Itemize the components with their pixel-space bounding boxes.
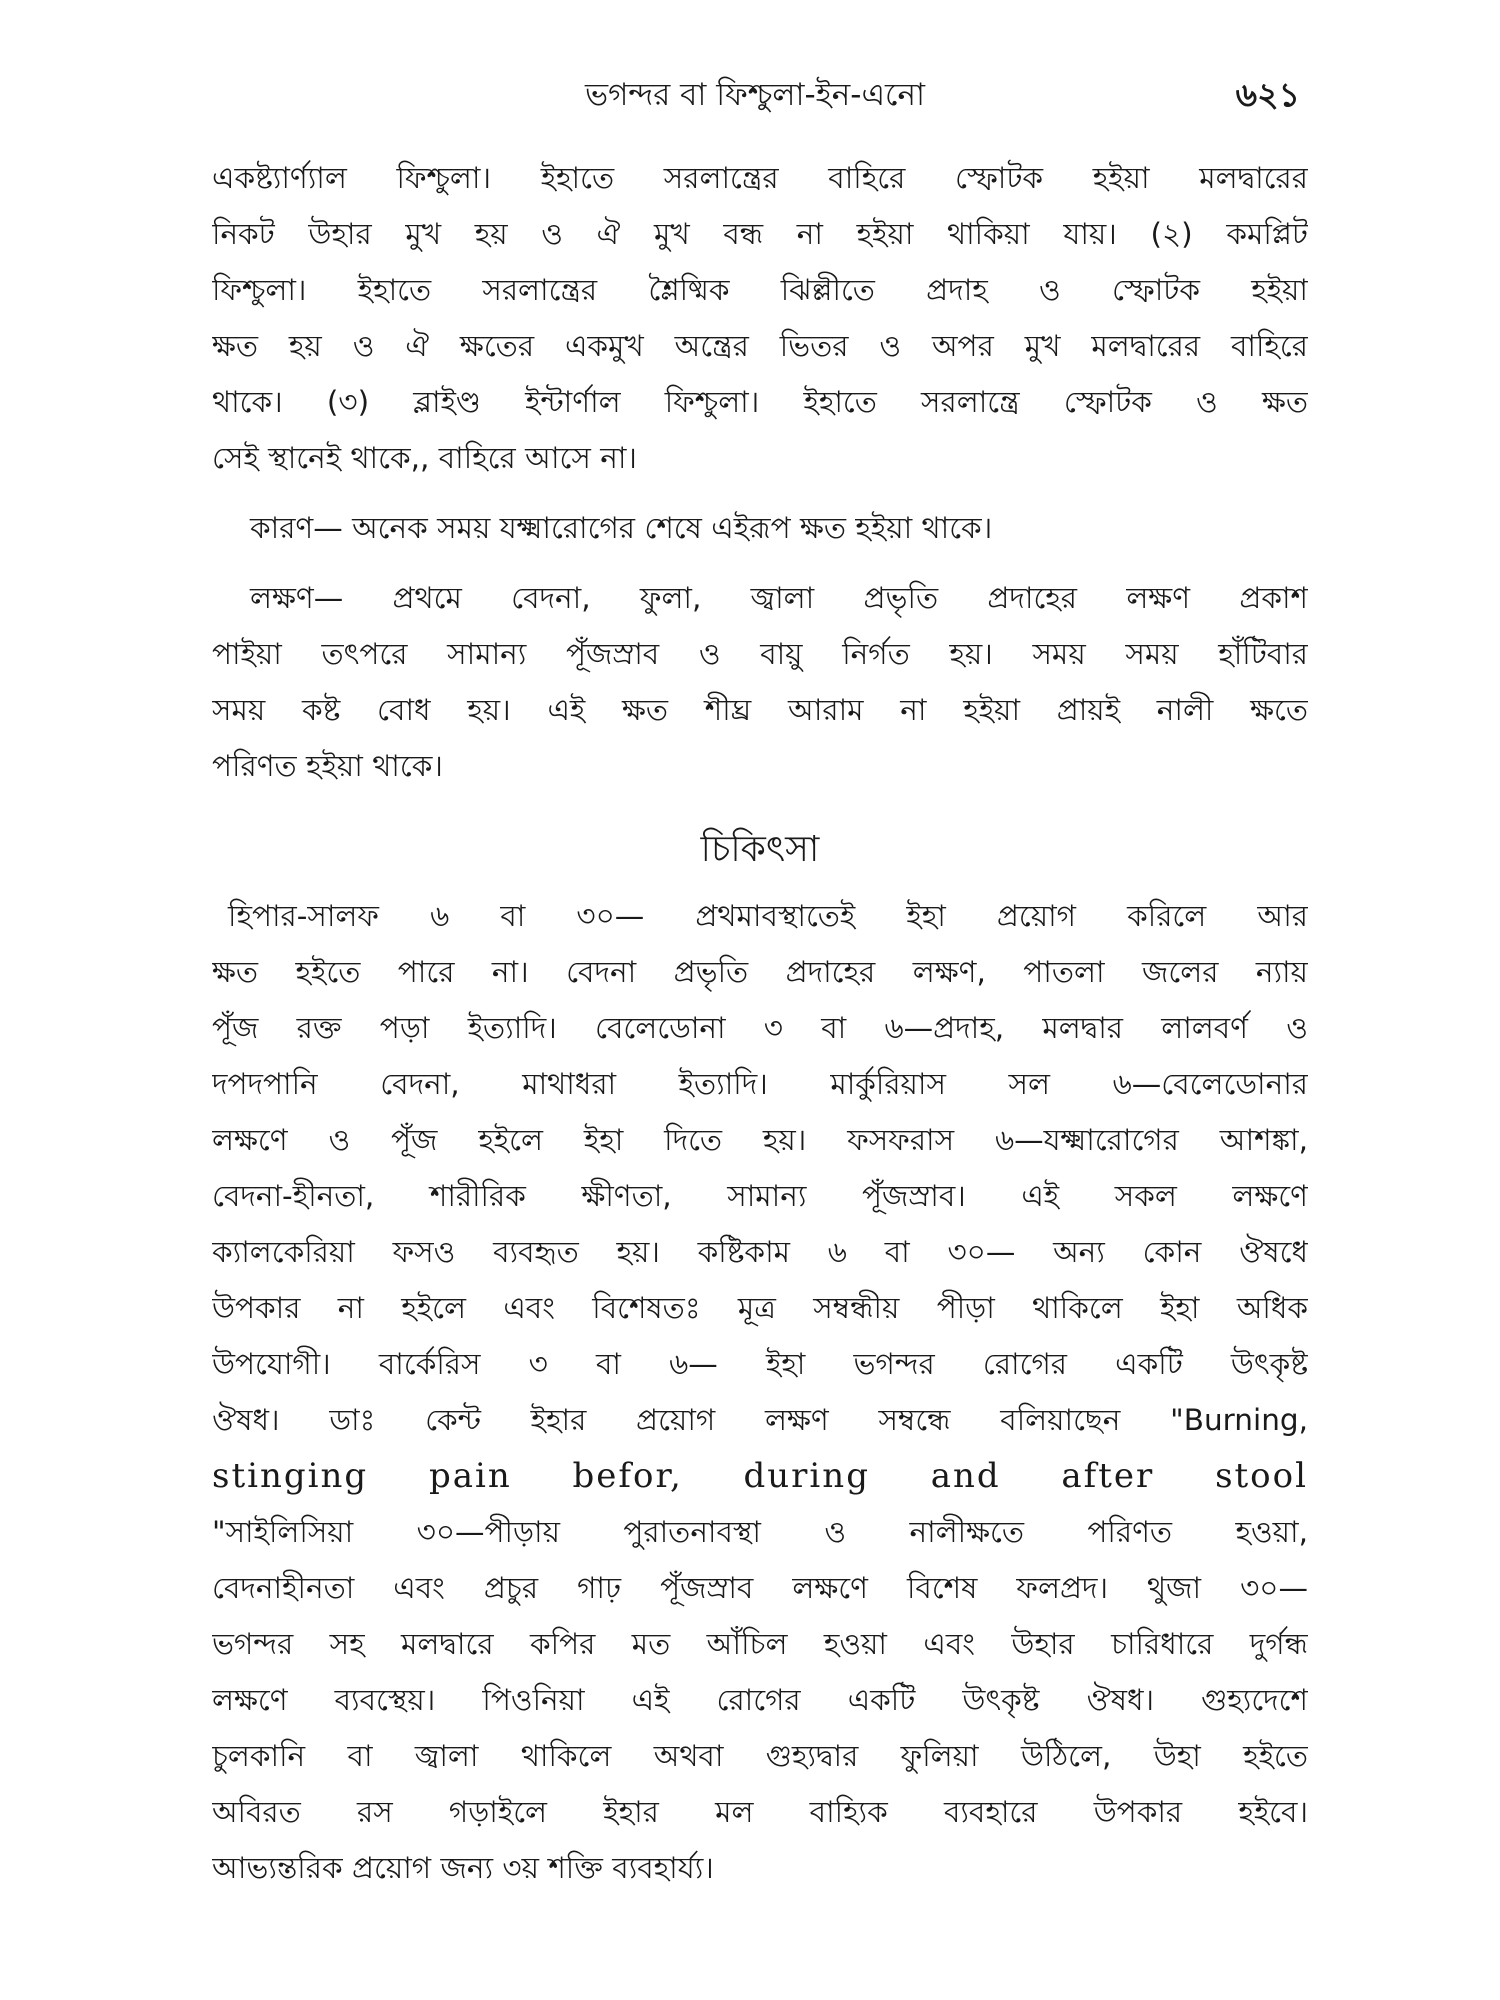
section-heading: চিকিৎসা xyxy=(700,829,820,870)
text-line: সময় কষ্ট বোধ হয়। এই ক্ষত শীঘ্র আরাম না হইয়া প্রায়ই নালী ক্ষতে xyxy=(212,693,1308,727)
running-header xyxy=(210,70,1300,120)
text-line: ভগন্দর সহ মলদ্বারে কপির মত আঁচিল হওয়া এবং উহার চারিধারে দুর্গন্ধ xyxy=(212,1627,1308,1661)
text-line: ক্ষত হইতে পারে না। বেদনা প্রভৃতি প্রদাহের লক্ষণ, পাতলা জলের ন্যায় xyxy=(212,955,1308,989)
text-line: ঔষধ। ডাঃ কেন্ট ইহার প্রয়োগ লক্ষণ সম্বন্ধে বলিয়াছেন "Burning, xyxy=(212,1403,1308,1437)
text-line: সেই স্থানেই থাকে,, বাহিরে আসে না। xyxy=(212,441,637,475)
text-line: হিপার-সালফ ৬ বা ৩০— প্রথমাবস্থাতেই ইহা প্রয়োগ করিলে আর xyxy=(228,899,1308,933)
text-line: "সাইলিসিয়া ৩০—পীড়ায় পুরাতনাবস্থা ও নালীক্ষতে পরিণত হওয়া, xyxy=(212,1515,1308,1549)
cause-paragraph xyxy=(212,500,1308,556)
symptom-paragraph xyxy=(212,570,1308,794)
text-line: লক্ষণে ব্যবস্থেয়। পিওনিয়া এই রোগের একটি উৎকৃষ্ট ঔষধ। গুহ্যদেশে xyxy=(212,1683,1308,1717)
text-line: ফিশ্চুলা। ইহাতে সরলান্ত্রের শ্লৈষ্মিক ঝিল্লীতে প্রদাহ ও স্ফোটক হইয়া xyxy=(212,273,1308,307)
text-line: পরিণত হইয়া থাকে। xyxy=(212,749,443,783)
text-line: বেদনা-হীনতা, শারীরিক ক্ষীণতা, সামান্য পূঁজস্রাব। এই সকল লক্ষণে xyxy=(212,1179,1308,1213)
text-line: নিকট উহার মুখ হয় ও ঐ মুখ বন্ধ না হইয়া থাকিয়া যায়। (২) কমপ্লিট xyxy=(212,217,1308,251)
text-line: একষ্ট্যার্ণ্যাল ফিশ্চুলা। ইহাতে সরলান্ত্রের বাহিরে স্ফোটক হইয়া মলদ্বারের xyxy=(212,161,1308,195)
text-line: থাকে। (৩) ব্লাইণ্ড ইন্টার্ণাল ফিশ্চুলা। ইহাতে সরলান্ত্রে স্ফোটক ও ক্ষত xyxy=(212,385,1308,419)
text-line: ক্যালকেরিয়া ফসও ব্যবহৃত হয়। কষ্টিকাম ৬ বা ৩০— অন্য কোন ঔষধে xyxy=(212,1235,1308,1269)
text-line: লক্ষণ— প্রথমে বেদনা, ফুলা, জ্বালা প্রভৃতি প্রদাহের লক্ষণ প্রকাশ xyxy=(250,581,1308,615)
text-line: পূঁজ রক্ত পড়া ইত্যাদি। বেলেডোনা ৩ বা ৬—প্রদাহ, মলদ্বার লালবর্ণ ও xyxy=(212,1011,1308,1045)
treatment-paragraph xyxy=(212,888,1308,1896)
text-line: পাইয়া তৎপরে সামান্য পূঁজস্রাব ও বায়ু নির্গত হয়। সময় সময় হাঁটিবার xyxy=(212,637,1308,671)
text-line: চুলকানি বা জ্বালা থাকিলে অথবা গুহ্যদ্বার ফুলিয়া উঠিলে, উহা হইতে xyxy=(212,1739,1308,1773)
text-line: বেদনাহীনতা এবং প্রচুর গাঢ় পূঁজস্রাব লক্ষণে বিশেষ ফলপ্রদ। থুজা ৩০— xyxy=(212,1571,1308,1605)
running-title: ভগন্দর বা ফিশ্চুলা-ইন-এনো xyxy=(584,77,926,113)
page-number: ৬২১ xyxy=(1235,75,1300,114)
text-line: আভ্যন্তরিক প্রয়োগ জন্য ৩য় শক্তি ব্যবহার্য্য। xyxy=(212,1851,714,1885)
text-line: কারণ— অনেক সময় যক্ষ্মারোগের শেষে এইরূপ ক্ষত হইয়া থাকে। xyxy=(250,511,993,545)
text-line: লক্ষণে ও পূঁজ হইলে ইহা দিতে হয়। ফসফরাস ৬—যক্ষ্মারোগের আশঙ্কা, xyxy=(212,1123,1308,1157)
intro-paragraph xyxy=(212,150,1308,486)
text-line: ক্ষত হয় ও ঐ ক্ষতের একমুখ অন্ত্রের ভিতর ও অপর মুখ মলদ্বারের বাহিরে xyxy=(212,329,1308,363)
text-line: উপযোগী। বার্কেরিস ৩ বা ৬— ইহা ভগন্দর রোগের একটি উৎকৃষ্ট xyxy=(212,1347,1308,1381)
text-line: উপকার না হইলে এবং বিশেষতঃ মূত্র সম্বন্ধীয় পীড়া থাকিলে ইহা অধিক xyxy=(212,1291,1308,1325)
text-line: অবিরত রস গড়াইলে ইহার মল বাহ্যিক ব্যবহারে উপকার হইবে। xyxy=(212,1795,1308,1829)
text-line: দপদপানি বেদনা, মাথাধরা ইত্যাদি। মার্কুরিয়াস সল ৬—বেলেডোনার xyxy=(212,1067,1308,1101)
text-line: stinging pain befor, during and after stool xyxy=(212,1456,1308,1496)
